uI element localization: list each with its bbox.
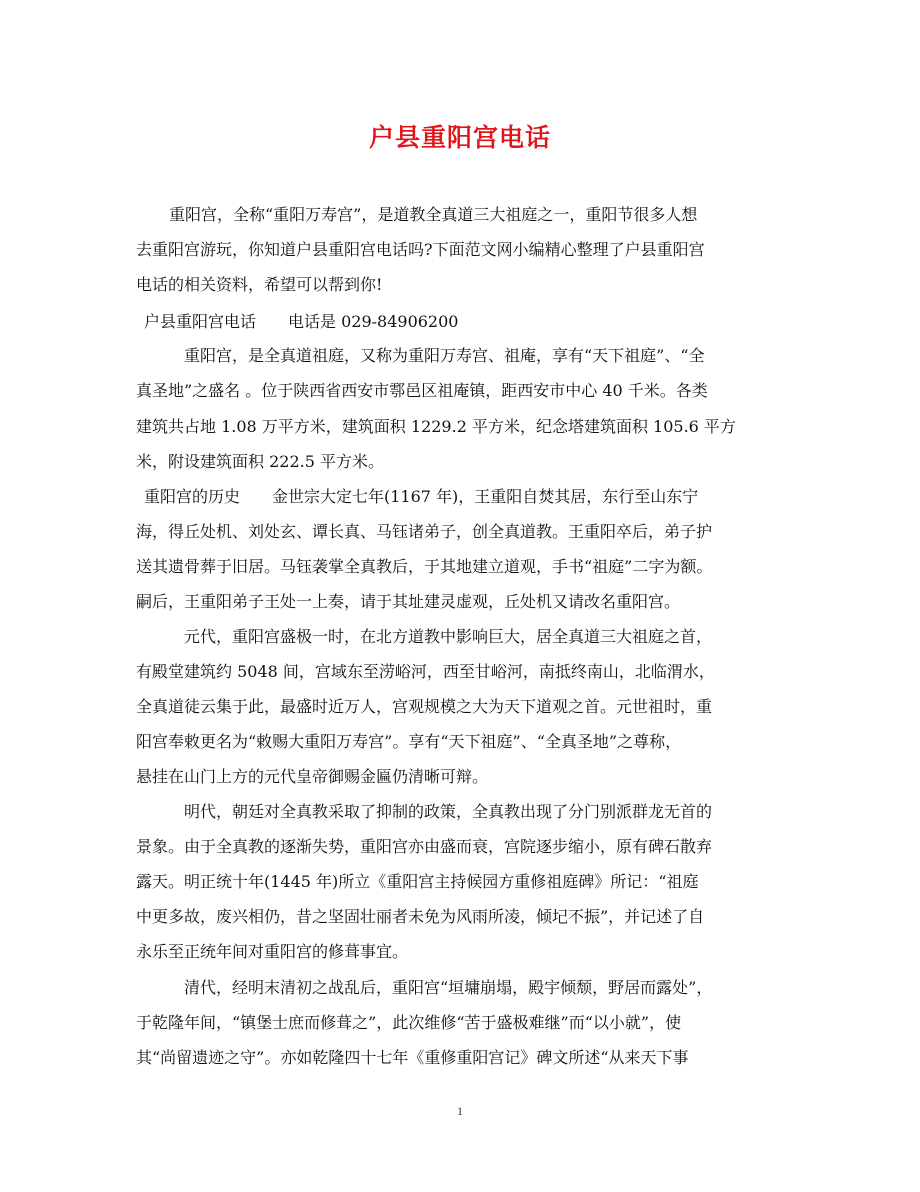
paragraph-line: 景象。由于全真教的逐渐失势，重阳宫亦由盛而衰，宫院逐步缩小，原有碑石散弃 <box>136 837 713 856</box>
paragraph-line: 全真道徒云集于此，最盛时近万人，宫观规模之大为天下道观之首。元世祖时，重 <box>136 697 713 716</box>
page-number: 1 <box>457 1104 463 1118</box>
paragraph-line: 清代，经明末清初之战乱后，重阳宫“垣墉崩塌，殿宇倾颓，野居而露处”， <box>184 978 713 997</box>
paragraph-line: 阳宫奉敕更名为“敕赐大重阳万寿宫”。享有“天下祖庭”、“全真圣地”之尊称， <box>136 732 682 751</box>
paragraph-line: 户县重阳宫电话 电话是 029-84906200 <box>144 312 459 331</box>
paragraph-line: 重阳宫，全称“重阳万寿宫”，是道教全真道三大祖庭之一，重阳节很多人想 <box>169 205 698 224</box>
paragraph-line: 中更多故，废兴相仍，昔之坚固壮丽者未免为风雨所凌，倾圮不振”，并记述了自 <box>136 907 705 926</box>
paragraph-line: 嗣后，王重阳弟子王处一上奏，请于其址建灵虚观，丘处机又请改名重阳宫。 <box>136 592 681 611</box>
paragraph-line: 米，附设建筑面积 222.5 平方米。 <box>136 452 384 471</box>
paragraph-line: 重阳宫的历史 金世宗大定七年(1167 年)，王重阳自焚其居，东行至山东宁 <box>144 487 699 506</box>
paragraph-line: 其“尚留遗迹之守”。亦如乾隆四十七年《重修重阳宫记》碑文所述“从来天下事 <box>136 1048 689 1067</box>
paragraph-line: 露天。明正统十年(1445 年)所立《重阳宫主持候园方重修祖庭碑》所记：“祖庭 <box>136 872 699 891</box>
paragraph-line: 真圣地”之盛名 。位于陕西省西安市鄠邑区祖庵镇，距西安市中心 40 千米。各类 <box>136 381 708 400</box>
paragraph-line: 悬挂在山门上方的元代皇帝御赐金匾仍清晰可辩。 <box>136 767 489 786</box>
paragraph-line: 有殿堂建筑约 5048 间，宫域东至涝峪河，西至甘峪河，南抵终南山，北临渭水， <box>136 662 715 681</box>
paragraph-line: 去重阳宫游玩，你知道户县重阳宫电话吗?下面范文网小编精心整理了户县重阳宫 <box>136 240 705 259</box>
document-title: 户县重阳宫电话 <box>368 123 551 152</box>
paragraph-line: 于乾隆年间，“镇堡士庶而修葺之”，此次维修“苦于盛极难继”而“以小就”，使 <box>136 1013 682 1032</box>
paragraph-line: 明代，朝廷对全真教采取了抑制的政策，全真教出现了分门别派群龙无首的 <box>184 802 713 821</box>
paragraph-line: 海，得丘处机、刘处玄、谭长真、马钰诸弟子，创全真道教。王重阳卒后，弟子护 <box>136 522 713 541</box>
paragraph-line: 元代，重阳宫盛极一时，在北方道教中影响巨大，居全真道三大祖庭之首， <box>184 627 713 646</box>
paragraph-line: 电话的相关资料，希望可以帮到你! <box>136 275 383 294</box>
paragraph-line: 建筑共占地 1.08 万平方米，建筑面积 1229.2 平方米，纪念塔建筑面积 105.6 平方 <box>136 417 736 436</box>
paragraph-line: 永乐至正统年间对重阳宫的修葺事宜。 <box>136 942 409 961</box>
paragraph-line: 送其遗骨葬于旧居。马钰袭掌全真教后，于其地建立道观，手书“祖庭”二字为额。 <box>136 557 713 576</box>
paragraph-line: 重阳宫，是全真道祖庭，又称为重阳万寿宫、祖庵，享有“天下祖庭”、“全 <box>184 346 705 365</box>
